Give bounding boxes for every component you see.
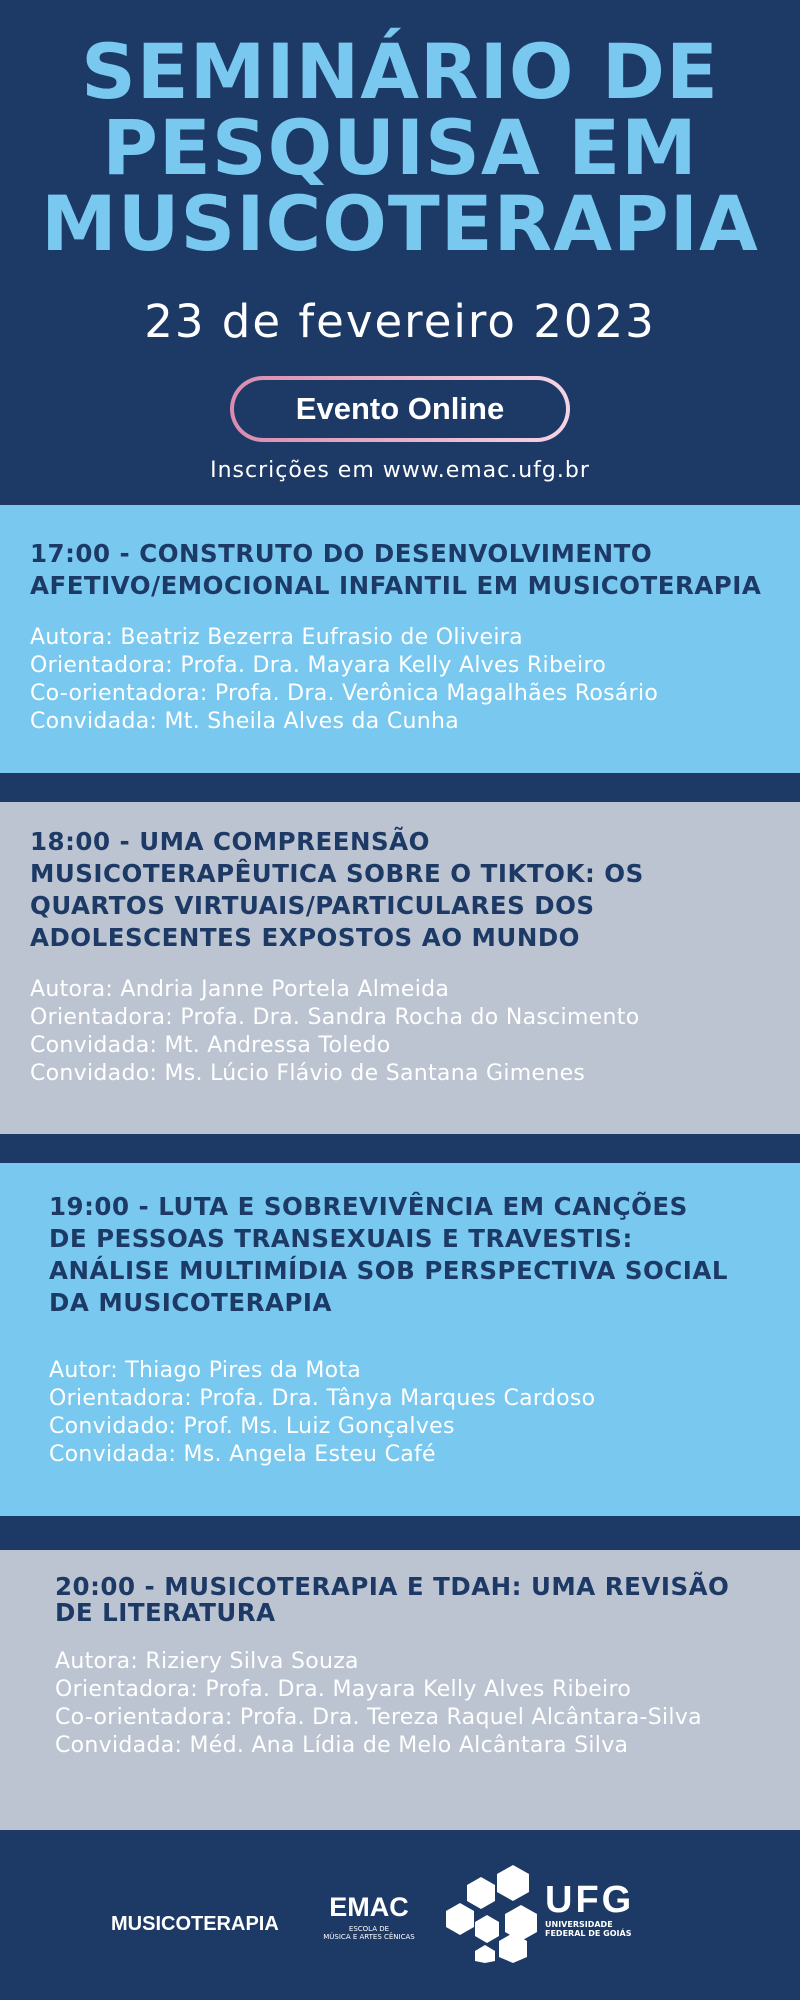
session-line: Convidada: Mt. Sheila Alves da Cunha xyxy=(30,709,460,734)
session-title: 17:00 - CONSTRUTO DO DESENVOLVIMENTO AFETIVO/EMOCIONAL INFANTIL EM MUSICOTERAPIA xyxy=(30,539,762,600)
ufg-hexagon-icon xyxy=(445,1863,541,1963)
musicoterapia-logo: MUSICOTERAPIA xyxy=(111,1913,279,1935)
session-people xyxy=(55,1648,770,1760)
ufg-logo-text: UFG xyxy=(545,1879,635,1921)
session-line: Autora: Riziery Silva Souza xyxy=(55,1649,359,1674)
title-line: SEMINÁRIO DE xyxy=(81,27,719,116)
title-line: MUSICOTERAPIA xyxy=(41,179,759,268)
ufg-subtitle-line: FEDERAL DE GOIÁS xyxy=(545,1929,632,1938)
registration-text: Inscrições em www.emac.ufg.br xyxy=(210,458,590,483)
session-card xyxy=(0,1163,800,1516)
session-title: 19:00 - LUTA E SOBREVIVÊNCIA EM CANÇÕES DE PESSOAS TRANSEXUAIS E TRAVESTIS: ANÁLISE MULTIMÍDIA SOB PERSPECTIVA SOCIAL DA MUSICOTERAPIA xyxy=(49,1192,728,1317)
session-card xyxy=(0,802,800,1134)
emac-subtitle-line: MÚSICA E ARTES CÊNICAS xyxy=(323,1933,415,1941)
session-line: Convidado: Ms. Lúcio Flávio de Santana Gimenes xyxy=(30,1061,586,1086)
session-line: Convidada: Ms. Angela Esteu Café xyxy=(49,1442,436,1467)
header xyxy=(0,0,800,505)
session-title: 18:00 - UMA COMPREENSÃO MUSICOTERAPÊUTICA SOBRE O TIKTOK: OS QUARTOS VIRTUAIS/PARTICULARES DOS ADOLESCENTES EXPOSTOS AO MUNDO xyxy=(30,827,644,952)
session-people xyxy=(30,976,770,1088)
session-line: Convidada: Mt. Andressa Toledo xyxy=(30,1033,391,1058)
session-line: Orientadora: Profa. Dra. Sandra Rocha do Nascimento xyxy=(30,1005,640,1030)
ufg-logo xyxy=(545,1880,634,1938)
session-line: Autora: Beatriz Bezerra Eufrasio de Oliveira xyxy=(30,625,523,650)
session-title: 20:00 - MUSICOTERAPIA E TDAH: UMA REVISÃO DE LITERATURA xyxy=(55,1572,730,1627)
session-line: Orientadora: Profa. Dra. Mayara Kelly Alves Ribeiro xyxy=(55,1677,632,1702)
session-line: Co-orientadora: Profa. Dra. Verônica Magalhães Rosário xyxy=(30,681,659,706)
session-line: Co-orientadora: Profa. Dra. Tereza Raquel Alcântara-Silva xyxy=(55,1705,702,1730)
session-people xyxy=(49,1357,770,1469)
ufg-subtitle xyxy=(545,1920,634,1938)
footer xyxy=(0,1830,800,2000)
session-line: Convidada: Méd. Ana Lídia de Melo Alcântara Silva xyxy=(55,1733,629,1758)
session-line: Orientadora: Profa. Dra. Tânya Marques Cardoso xyxy=(49,1386,596,1411)
online-badge-label: Evento Online xyxy=(234,380,566,438)
session-line: Convidado: Prof. Ms. Luiz Gonçalves xyxy=(49,1414,455,1439)
emac-subtitle-line: ESCOLA DE xyxy=(348,1925,390,1933)
session-card xyxy=(0,505,800,773)
ufg-subtitle-line: UNIVERSIDADE xyxy=(545,1920,613,1929)
page-title xyxy=(0,27,800,268)
emac-subtitle xyxy=(322,1925,416,1941)
session-card xyxy=(0,1550,800,1830)
session-line: Orientadora: Profa. Dra. Mayara Kelly Alves Ribeiro xyxy=(30,653,607,678)
title-line: PESQUISA EM xyxy=(102,103,698,192)
online-badge xyxy=(230,376,570,442)
session-line: Autor: Thiago Pires da Mota xyxy=(49,1358,362,1383)
session-line: Autora: Andria Janne Portela Almeida xyxy=(30,977,450,1002)
emac-logo-text: EMAC xyxy=(329,1892,409,1922)
event-date: 23 de fevereiro 2023 xyxy=(144,295,656,348)
session-people xyxy=(30,624,770,736)
emac-logo xyxy=(322,1892,416,1941)
